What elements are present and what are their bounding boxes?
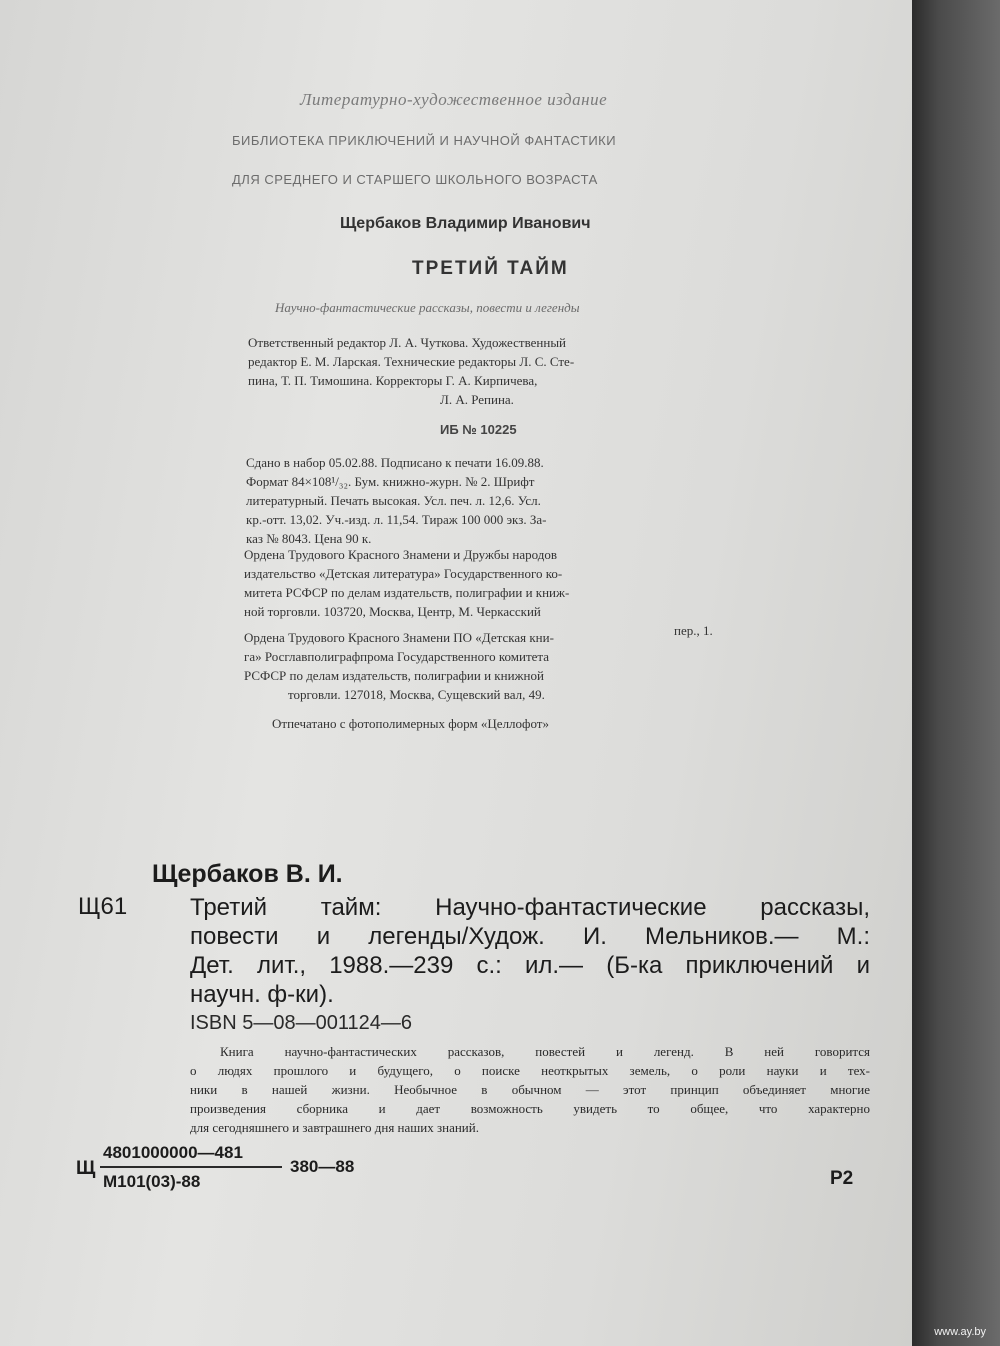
print-details-line: Формат 84×108¹/₃₂. Бум. книжно-журн. № 2. Шрифт: [246, 474, 535, 489]
author-full-name: Щербаков Владимир Иванович: [340, 215, 591, 232]
book-subtitle: Научно-фантастические рассказы, повести и легенды: [275, 300, 580, 315]
catalog-entry-line: научн. ф-ки).: [190, 981, 334, 1008]
catalog-code-suffix: 380—88: [290, 1157, 355, 1176]
ib-number: ИБ № 10225: [440, 422, 517, 437]
watermark: www.ay.by: [934, 1326, 986, 1338]
print-details-line: Сдано в набор 05.02.88. Подписано к печати 16.09.88.: [246, 455, 544, 470]
editors-line: Ответственный редактор Л. А. Чуткова. Художественный: [248, 335, 567, 350]
publisher-line: Ордена Трудового Красного Знамени и Дружбы народов: [244, 547, 558, 562]
publisher-line: ной торговли. 103720, Москва, Центр, М. Черкасский: [244, 604, 541, 619]
editors-block: [248, 333, 748, 409]
editors-line: Л. А. Репина.: [440, 392, 514, 407]
print-details-line: каз № 8043. Цена 90 к.: [246, 531, 372, 546]
annotation: [190, 1042, 870, 1137]
printer-line: торговли. 127018, Москва, Сущевский вал, 49.: [288, 687, 545, 702]
catalog-index: Щ61: [78, 893, 128, 920]
catalog-entry: [190, 893, 870, 1009]
annotation-line: для сегодняшнего и завтрашнего дня наших знаний.: [190, 1120, 479, 1135]
publisher-line: пер., 1.: [674, 623, 713, 638]
catalog-entry-line: Третий тайм: Научно-фантастические рассказы,: [190, 894, 870, 921]
publisher-line: митета РСФСР по делам издательств, полиграфии и книж-: [244, 585, 570, 600]
print-details-line: кр.-отт. 13,02. Уч.-изд. л. 11,54. Тираж 100 000 экз. За-: [246, 512, 547, 527]
printer-line: га» Росглавполиграфпрома Государственного комитета: [244, 649, 550, 664]
catalog-author-heading: Щербаков В. И.: [152, 860, 343, 888]
publisher-line: издательство «Детская литература» Государственного ко-: [244, 566, 563, 581]
print-details-block: [246, 453, 746, 548]
editors-line: редактор Е. М. Ларская. Технические редакторы Л. С. Сте-: [248, 354, 575, 369]
printed-from-note: Отпечатано с фотополимерных форм «Целлофот»: [272, 716, 549, 731]
catalog-code-letter: Щ: [76, 1158, 96, 1179]
publisher-block: [244, 545, 744, 640]
series-line-2: ДЛЯ СРЕДНЕГО И СТАРШЕГО ШКОЛЬНОГО ВОЗРАСТА: [232, 172, 598, 187]
catalog-entry-line: Дет. лит., 1988.—239 с.: ил.— (Б-ка приключений и: [190, 952, 870, 979]
editors-line: пина, Т. П. Тимошина. Корректоры Г. А. Кирпичева,: [248, 373, 538, 388]
edition-type: Литературно-художественное издание: [300, 90, 608, 109]
print-details-line: литературный. Печать высокая. Усл. печ. л. 12,6. Усл.: [246, 493, 541, 508]
annotation-line: о людях прошлого и будущего, о поиске неоткрытых земель, о роли науки и тех-: [190, 1063, 870, 1078]
price-group: Р2: [830, 1168, 854, 1189]
book-title: ТРЕТИЙ ТАЙМ: [412, 258, 569, 279]
fraction-bar: [100, 1166, 282, 1168]
annotation-line: ники в нашей жизни. Необычное в обычном — этот принцип объединяет многие: [190, 1082, 870, 1097]
printer-block: [244, 628, 744, 704]
printer-line: Ордена Трудового Красного Знамени ПО «Детская кни-: [244, 630, 554, 645]
page-edge-shadow: [912, 0, 1000, 1346]
annotation-line: Книга научно-фантастических рассказов, повестей и легенд. В ней говорится: [220, 1044, 870, 1059]
annotation-line: произведения сборника и дает возможность увидеть то общее, что характерно: [190, 1101, 870, 1116]
series-line-1: БИБЛИОТЕКА ПРИКЛЮЧЕНИЙ И НАУЧНОЙ ФАНТАСТИКИ: [232, 133, 617, 148]
catalog-code-numerator: 4801000000—481: [103, 1143, 243, 1162]
catalog-code-denominator: М101(03)-88: [103, 1172, 201, 1191]
catalog-entry-line: повести и легенды/Худож. И. Мельников.— М.:: [190, 923, 870, 950]
printer-line: РСФСР по делам издательств, полиграфии и книжной: [244, 668, 544, 683]
isbn: ISBN 5—08—001124—6: [190, 1012, 412, 1034]
